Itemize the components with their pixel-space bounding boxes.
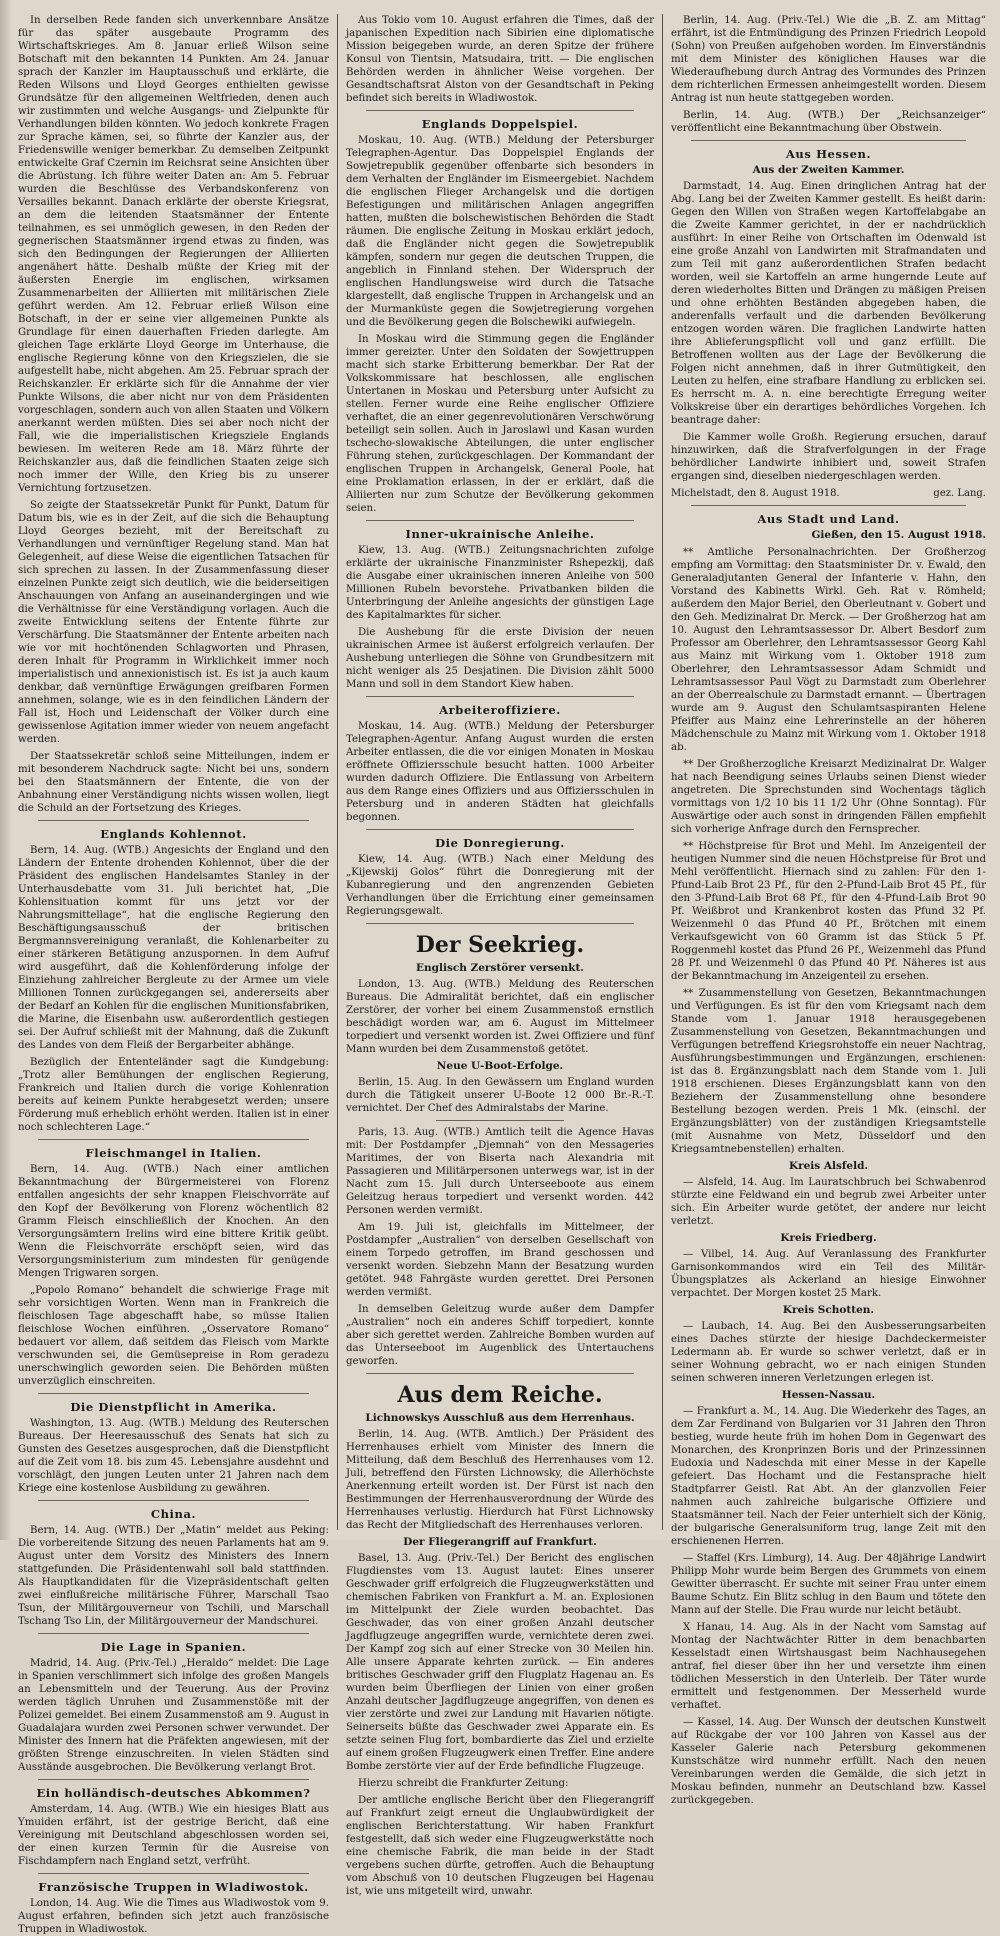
subheading-alsfeld: Kreis Alsfeld.: [788, 1160, 869, 1172]
article-paragraph: In derselben Rede fanden sich unverkennbare Ansätze für das später ausgebaute Programm des Wirtschaftskrieges. Am 8. Januar erließ Wilson seine Botschaft mit den bekannten 14 Punkten. Am 24. Januar sprach der Kanzler im Hauptausschuß und erklärte, die Reden Wilsons und Lloyd Georges enthielten gewisse Grundsätze für den allgemeinen Weltfrieden, denen auch wir zustimmten und welche Ausgangs- und Zielpunkte für Verhandlungen bilden könnten. Wo jedoch konkrete Fragen zur Sprache kämen, sei, so führte der Kanzler aus, der Friedenswille weniger bemerkbar. Zu demselben Zeitpunkt entwickelte Graf Czernin im Reichsrat seine Ansichten über die Abrüstung. Ich führe weiter Daten an: Am 5. Februar wurden die Beschlüsse des Verbandskonferenz von Versailles bekannt. Danach erklärte der oberste Kriegsrat, an dem die leitenden Staatsmänner der Entente teilnahmen, es sei unmöglich gewesen, in den Reden der gegnerischen Staatsmänner irgend etwas zu finden, was sich den Bedingungen der Regierungen der Alliierten angenähert hätte. Deshalb müßte der Krieg mit der äußersten Energie im englischen, wirksamen Zusammenarbeiten der Alliierten mit militärischen Ziele geführt werden. Am 12. Februar erließ Wilson eine Botschaft, in der er seine vier allgemeinen Punkte als Grundlage für einen dauerhaften Frieden darlegte. Am gleichen Tage erklärte Lloyd George im Unterhause, die englische Regierung könne von den Kriegszielen, die sie aufgestellt habe, nicht abgehen. Am 25. Februar sprach der Reichskanzler. Er erklärte sich für die Annahme der vier Punkte Wilsons, die aber nicht nur von dem Präsidenten vorgeschlagen, sondern auch von allen Staaten und Völkern anerkannt werden müßten. Dies sei aber noch nicht der Fall, wie die imperialistischen Kriegsziele Englands bewiesen. Im weiteren Rede am 18. März führte der Reichskanzler aus, daß die feindlichen Staaten zeige sich noch immer der Wille, den Krieg bis zu unserer Vernichtung fortzusetzen.: [18, 15, 329, 494]
divider: [38, 1393, 309, 1394]
article-paragraph: London, 14. Aug. Wie die Times aus Wladiwostok vom 9. August erfahren, befinden sich jetzt auch französische Truppen in Wladiwostok.: [18, 1898, 329, 1935]
dateline: Gießen, den 15. August 1918.: [811, 529, 986, 541]
divider: [691, 140, 966, 141]
headline-dienstpflicht: Die Dienstpflicht in Amerika.: [70, 1400, 277, 1414]
subheading-lichnowsky: Lichnowskys Ausschluß aus dem Herrenhaus.: [365, 1412, 635, 1424]
headline-arbeiteroffiziere: Arbeiteroffiziere.: [439, 703, 561, 717]
headline-kohlennot: Englands Kohlennot.: [100, 827, 247, 841]
headline-fleischmangel: Fleischmangel in Italien.: [85, 1146, 262, 1160]
section-heading-seekrieg: Der Seekrieg.: [415, 932, 585, 958]
headline-spanien: Die Lage in Spanien.: [100, 1640, 247, 1654]
article-paragraph: Der amtliche englische Bericht über den Fliegerangriff auf Frankfurt zeigt erneut die Unglaubwürdigkeit der englischen Berichterstattung. Wir haben Frankfurt festgestellt, daß sich weder eine Flugzeugwerkstätte noch eine chemische Fabrik, die man beide in der Stadt vergebens suchen dürfte, getroffen. Auch die Behauptung vom Abschuß von 10 deutschen Flugzeugen bei Hagenau ist, wie uns mitgeteilt wird, unwahr.: [346, 1795, 654, 1897]
column-middle: [338, 14, 663, 1897]
article-paragraph: ** Höchstpreise für Brot und Mehl. Im Anzeigenteil der heutigen Nummer sind die neuen Höchstpreise für Brot und Mehl veröffentlicht. Hiernach sind zu zahlen: Für den 1-Pfund-Laib Brot 23 Pf., für den 2-Pfund-Laib Brot 45 Pf., für den 3-Pfund-Laib Brot 68 Pf., für den 4-Pfund-Laib Brot 90 Pf. Weißbrot und Krankenbrot kosten das Pfund 32 Pf. Weizenmehl 0 das Pfund 40 Pf., Brötchen mit einem Verkaufsgewicht von 60 Gramm ist das Stück 5 Pf. Roggenmehl kostet das Pfund 26 Pf., Weizenmehl das Pfund 28 Pf. und Weizenmehl 0 das Pfund 40 Pf. Näheres ist aus der Bekanntmachung im Anzeigenteil zu ersehen.: [671, 841, 986, 982]
divider: [691, 505, 966, 506]
subheading-schotten: Kreis Schotten.: [782, 1304, 875, 1316]
article-paragraph: Berlin, 14. Aug. (WTB.) Der „Reichsanzeiger“ veröffentlicht eine Bekanntmachung über Obstwein.: [671, 110, 986, 134]
article-paragraph: Basel, 13. Aug. (Priv.-Tel.) Der Bericht des englischen Flugdienstes vom 13. August lautet: Eines unserer Geschwader griff erfolgreich die Flugzeugwerkstätten und chemischen Fabriken von Frankfurt a. M. an. Explosionen im Mittelpunkt der Ziele wurden beobachtet. Das Geschwader, das von einer großen Anzahl deutscher Jagdflugzeuge angegriffen wurde, vernichtete deren zwei. Der Kampf zog sich auf einer Strecke von 30 Meilen hin. Alle unsere Apparate kehrten zurück. — Ein anderes britisches Geschwader griff den Flugplatz Hagenau an. Es wurden beim Überfliegen der Linien von einer großen Anzahl deutscher Jagdflugzeuge angegriffen, von denen es vier zerstörte und zwei zur Landung mit Havarien nötigte. Seinerseits büßte das Geschwader zwei Apparate ein. Es setzte seinen Flug fort, bombardierte das Ziel und erzielte auf einem großen Flugzeugwerk einen Treffer. Eine andere Bombe zerstörte vier auf der Erde befindliche Flugzeuge.: [346, 1553, 654, 1772]
headline-holland: Ein holländisch-deutsches Abkommen?: [36, 1786, 311, 1800]
article-paragraph: So zeigte der Staatssekretär Punkt für Punkt, Datum für Datum bis, wie es in der Zeit, auf die sich die Behauptung Lloyd Georges bezieht, mit der Bereitschaft zu Verhandlungen und vernünftiger Regelung stand. Man hat Gelegenheit, auf diese Weise die eigentlichen Tatsachen für sich sprechen zu lassen. In der Zusammenfassung dieser einzelnen Punkte zeigt sich deutlich, wie die beiderseitigen Anschauungen von Anfang an auseinandergingen und wie die Verhältnisse für eine Verständigung vorlagen. Auch die zweite Entwicklung seitens der Entente führte zur Verschärfung. Die Staatsmänner der Entente arbeiten nach wie vor mit hochtönenden Schlagworten und Phrasen, deren Inhalt für Programm in Wirklichkeit immer noch imperialistisch und annexionistisch ist. Es ist ja auch kaum denkbar, daß vernünftige Erwägungen greifbaren Formen annehmen, solange, wie es in den feindlichen Ländern der Fall ist, Hoch und Leidenschaft der Völker durch eine gewissenlose Agitation immer wieder von neuem angefacht werden.: [18, 500, 329, 745]
article-paragraph: Hierzu schreibt die Frankfurter Zeitung:: [358, 1778, 569, 1789]
article-paragraph: Darmstadt, 14. Aug. Einen dringlichen Antrag hat der Abg. Lang bei der Zweiten Kammer gestellt. Es heißt darin: Gegen den Willen von Straßen wegen Kartoffelabgabe an die Zweite Kammer gerichtet, in der er nachdrücklich ausführt: In einer Reihe von Ortschaften im Odenwald ist eine große Anzahl von Landwirten mit Strafmandaten und zum Teil mit ganz außerordentlichen Strafen bedacht worden, weil sie Kartoffeln an arme hungernde Leute auf deren wiederholtes Bitten und Drängen zu mäßigen Preisen und ohne erhöhten Beständen abgegeben haben, die anderenfalls verfault und die darbenden Bevölkerung entzogen worden wären. Die fraglichen Landwirte hatten ihre Ablieferungspflicht voll und ganz erfüllt. Die Betroffenen wollten aus der Lage der Bevölkerung die Folgen nicht annehmen, daß in ihrer Gutmütigkeit, den Leuten zu helfen, eine strafbare Handlung zu erblicken sei. Es herrscht m. A. n. eine berechtigte Erregung weiter Volkskreise über ein derartiges behördliches Vorgehen. Ich beantrage daher:: [671, 181, 986, 426]
divider: [38, 1139, 309, 1140]
article-paragraph: In demselben Geleitzug wurde außer dem Dampfer „Australien“ noch ein anderes Schiff torpediert, konnte aber sich gerettet werden. Zahlreiche Bomben wurden auf das Unterseeboot im Augenblick des Untertauchens geworfen.: [346, 1304, 654, 1367]
divider: [366, 1373, 634, 1374]
divider: [366, 110, 634, 111]
article-paragraph: Washington, 13. Aug. (WTB.) Meldung des Reuterschen Bureaus. Der Heeresausschuß des Senats hat sich zu Gunsten des Gesetzes ausgesprochen, daß die Dienstpflicht auf die Zeit vom 18. bis zum 45. Lebensjahre ausdehnt und vorschlägt, den jungen Leuten unter 21 Jahren nach dem Kriege eine kostenlose Ausbildung zu gewähren.: [18, 1418, 329, 1494]
article-paragraph: ** Amtliche Personalnachrichten. Der Großherzog empfing am Vormittag: den Staatsminister Dr. v. Ewald, den Generaladjutanten General der Infanterie v. Hahn, den Vorstand des Kabinetts Wirkl. Geh. Rat v. Römheld; außerdem den Major Beriel, den Oberleutnant v. Gobert und den Geh. Medizinalrat Dr. Merck. — Der Großherzog hat am 10. August den Lehramtsassessor Dr. Albert Besdorf zum Professor am Oberlehrer, den Lehramtsassessor Georg Kahl aus Mainz mit Wirkung vom 1. Oktober 1918 zum Oberlehrer, den Lehramtsassessor Adam Schmidt und Lehramtsassessor Paul Vögt zu Darmstadt zum Oberlehrer an der Oberrealschule zu Darmstadt ernannt. — Übertragen wurde am 9. August den Schulamtsaspiranten Helene Pfeiffer aus Mainz eine Lehrerinstelle an der höheren Mädchenschule zu Mainz mit Wirkung vom 1. Oktober 1918 ab.: [671, 547, 986, 753]
columns: [18, 14, 986, 1935]
article-paragraph: Moskau, 10. Aug. (WTB.) Meldung der Petersburger Telegraphen-Agentur. Das Doppelspiel Englands der Sowjetrepublik gegenüber offenbarte sich besonders in dem Verhalten der Engländer im Eismeergebiet. Nachdem die englischen Flieger Archangelsk und die dortigen Befestigungen und militärischen Anlagen angegriffen hatten, mußten die bolschewistischen Behörden die Stadt räumen. Die englische Zeitung in Moskau erklärt jedoch, daß die Engländer nicht gegen die Sowjetrepublik kämpfen, sondern nur gegen die deutschen Truppen, die angeblich in Finnland stehen. Der Widerspruch der englischen Handlungsweise wird durch die Tatsache klargestellt, daß englische Truppen in Archangelsk und an der Murmanküste gegen die Sowjetregierung vorgehen und die Bevölkerung gegen die Bolschewiki aufwiegeln.: [346, 135, 654, 328]
article-paragraph: Kiew, 13. Aug. (WTB.) Zeitungsnachrichten zufolge erklärte der ukrainische Finanzminister Rshepezkij, daß die Ausgabe einer ukrainischen inneren Anleihe von 500 Millionen Rubeln bevorstehe. Privatbanken bilden die Unterbringung der Anleihe angesichts der günstigen Lage des Kapitalmarktes für sicher.: [346, 545, 654, 621]
article-paragraph: Berlin, 15. Aug. In den Gewässern um England wurden durch die Tätigkeit unserer U-Boote 12 000 Br.-R.-T. vernichtet. Der Chef des Admiralstabs der Marine.: [346, 1077, 654, 1114]
column-left: [18, 14, 338, 1935]
article-paragraph: ** Der Großherzogliche Kreisarzt Medizinalrat Dr. Walger hat nach Beendigung seines Urlaubs seinen Dienst wieder angetreten. Die Sprechstunden sind Wochentags täglich vormittags von 1/2 10 bis 11 1/2 Uhr (Ohne Sonntag). Für Auswärtige oder auch sonst in dringenden Fällen empfiehlt sich vorherige Anfrage durch den Fernsprecher.: [671, 759, 986, 835]
article-paragraph: Die Aushebung für die erste Division der neuen ukrainischen Armee ist äußerst erfolgreich verlaufen. Der Aushebung unterliegen die Söhne von Grundbesitzern mit nicht weniger als 25 Desjatinen. Die Division zählt 5000 Mann und soll in dem Standort Kiew haben.: [346, 627, 654, 690]
article-paragraph: London, 13. Aug. (WTB.) Meldung des Reuterschen Bureaus. Die Admiralität berichtet, daß ein englischer Zerstörer, der vorher bei einem Zusammenstoß ernstlich beschädigt worden war, am 6. August im Mittelmeer torpediert und versenkt worden ist. Zwei Offiziere und fünf Mann wurden bei dem Zusammenstoß getötet.: [346, 979, 654, 1055]
headline-china: China.: [150, 1507, 197, 1521]
article-paragraph: Bern, 14. Aug. (WTB.) Angesichts der England und den Ländern der Entente drohenden Kohlennot, über die der Präsident des englischen Handelsamtes Stanley in der Unterhausdebatte vom 31. Juli berichtet hat, „Die Kohlensituation kommt für uns jetzt vor der Nahrungsmittellage“, hat die englische Regierung den Beschäftigungsausschuß der britischen Bergmannsvereinigung veranlaßt, die Kohlenarbeiter zu einer stärkeren Betätigung anzuspornen. In dem Aufruf wird ausgeführt, daß die Kohlenförderung infolge der Einziehung zahlreicher Bergleute zu der Armee um viele Millionen Tonnen zurückgegangen sei, andererseits aber der Bedarf an Kohlen für die englischen Munitionsfabriken, die Marine, die Eisenbahn usw. außerordentlich gestiegen sei. Der Aufruf schließt mit der Mahnung, daß die Zukunft des Landes von dem Fleiß der Bergarbeiter abhänge.: [18, 845, 329, 1051]
article-paragraph: Paris, 13. Aug. (WTB.) Amtlich teilt die Agence Havas mit: Der Postdampfer „Djemnah“ von den Messageries Maritimes, der von Biserta nach Alexandria mit Passagieren und Militärpersonen unterwegs war, ist in der Nacht zum 15. Juli durch Unterseeboote aus einem Geleitzug heraus torpediert und versenkt worden. 442 Personen werden vermißt.: [346, 1127, 654, 1216]
article-paragraph: — Alsfeld, 14. Aug. Im Lauratschbruch bei Schwabenrod stürzte eine Feldwand ein und begrub zwei Arbeiter unter sich. Ein Arbeiter wurde getötet, der andere nur leicht verletzt.: [671, 1177, 986, 1227]
article-paragraph: Kiew, 14. Aug. (WTB.) Nach einer Meldung des „Kijewskij Golos“ führt die Donregierung mit der Kubanregierung und den angrenzenden Gebieten Verhandlungen über die Errichtung einer gemeinsamen Regierungsgewalt.: [346, 854, 654, 917]
subheading-kammer: Aus der Zweiten Kammer.: [752, 164, 905, 176]
divider: [366, 696, 634, 697]
article-paragraph: — Laubach, 14. Aug. Bei den Ausbesserungsarbeiten eines Daches stürzte der hiesige Dachdeckermeister Ledermann ab. Er wurde so schwer verletzt, daß er in seiner Wohnung gebracht, wo er nach einigen Stunden seinen schweren inneren Verletzungen erlegen ist.: [671, 1321, 986, 1384]
article-paragraph: Die Kammer wolle Großh. Regierung ersuchen, darauf hinzuwirken, daß die Strafverfolgungen in der Frage behördlicher Landwirte inhibiert und, soweit Strafen ergangen sind, dieselben niedergeschlagen werden.: [671, 432, 986, 482]
column-right: [663, 14, 986, 1806]
article-paragraph: Am 19. Juli ist, gleichfalls im Mittelmeer, der Postdampfer „Australien“ von derselben Gesellschaft von einem Torpedo getroffen, im Brand geschossen und versenkt worden. Siebzehn Mann der Besatzung wurden getötet. 948 Fahrgäste wurden gerettet. Drei Personen werden vermißt.: [346, 1222, 654, 1298]
headline-doppelspiel: Englands Doppelspiel.: [421, 117, 579, 131]
article-paragraph: Aus Tokio vom 10. August erfahren die Times, daß der japanischen Expedition nach Sibirien eine diplomatische Mission beigegeben wurde, an deren Spitze der frühere Konsul von Tientsin, Matsudaira, tritt. — Die englischen Behörden werden in ähnlicher Weise vorgehen. Der Gesandtschaftsrat Alston von der Gesandtschaft in Peking befindet sich bereits in Wladiwostok.: [346, 15, 654, 104]
subheading-hessen-nassau: Hessen-Nassau.: [781, 1389, 876, 1401]
divider: [38, 1500, 309, 1501]
divider: [38, 1633, 309, 1634]
article-paragraph: Amsterdam, 14. Aug. (WTB.) Wie ein hiesiges Blatt aus Ymuiden erfährt, ist der gestrige Bericht, daß eine Vereinigung mit Deutschland abgeschlossen worden sei, der einen kurzen Termin für die Ausreise von Fischdampfern nach England setzt, verfrüht.: [18, 1804, 329, 1867]
subheading-friedberg: Kreis Friedberg.: [780, 1232, 877, 1244]
divider: [436, 1120, 564, 1121]
article-paragraph: — Frankfurt a. M., 14. Aug. Die Wiederkehr des Tages, an dem Zar Ferdinand von Bulgarien vor 31 Jahren den Thron bestieg, wurde heute früh im hohen Dom in Gegenwart des Monarchen, des Kronprinzen Boris und der Prinzessinnen Eudoxia und Nadeschda mit einer Messe in der Kapelle gefeiert. Das Hochamt und die Festansprache hielt Stadtpfarrer Geistl. Rat Abt. An der glanzvollen Feier nahmen auch zahlreiche bulgarische Offiziere und Staatsmänner teil. Nach der Feier unterhielt sich der König, der bulgarische Generalsuniform trug, lange Zeit mit den erschienenen Herren.: [671, 1406, 986, 1547]
article-paragraph: Bern, 14. Aug. (WTB.) Nach einer amtlichen Bekanntmachung der Bürgermeisterei von Florenz entfallen angesichts der sehr knappen Fleischvorräte auf den Kopf der Bevölkerung von Florenz wöchentlich 82 Gramm Fleisch einschließlich der Knochen. An den Versorgungsämtern Irelins wird eine bittere Kritik geübt. Wenn die Fleischvorräte erschöpft seien, wird das Versorgungsministerium zum mindesten für genügende Mengen Trigwaren sorgen.: [18, 1164, 329, 1279]
article-paragraph: Der Staatssekretär schloß seine Mitteilungen, indem er mit besonderem Nachdruck sagte: Nicht bei uns, sondern bei den Staatsmännern der Entente, die von der Anbahnung einer Verständigung nichts wissen wollen, liegt die Schuld an der Fortsetzung des Krieges.: [18, 751, 329, 814]
signature-place-date: Michelstadt, den 8. August 1918.: [671, 488, 840, 499]
subheading-uboot: Neue U-Boot-Erfolge.: [436, 1060, 564, 1072]
headline-donregierung: Die Donregierung.: [435, 836, 565, 850]
divider: [38, 1873, 309, 1874]
article-paragraph: Berlin, 14. Aug. (Priv.-Tel.) Wie die „B. Z. am Mittag“ erfährt, ist die Entmündigung des Prinzen Friedrich Leopold (Sohn) von Preußen aufgehoben worden. Im Einverständnis mit dem Minister des königlichen Hauses war die Wiederaufhebung durch Antrag des Vormundes des Prinzen dem richterlichen Ermessen anheimgestellt worden. Diesem Antrag ist nun heute stattgegeben worden.: [671, 15, 986, 104]
article-paragraph: Berlin, 14. Aug. (WTB. Amtlich.) Der Präsident des Herrenhauses erhielt vom Minister des Innern die Mitteilung, daß dem Beschluß des Herrenhauses vom 12. Juli, betreffend den Fürsten Lichnowsky, die Allerhöchste Anerkennung erteilt worden ist. Der Fürst ist nach den Bestimmungen der Herrenhausverordnung der Würde des Herrenhauses verlustig. Hierdurch hat Fürst Lichnowsky das Recht der Mitgliedschaft des Herrenhauses verloren.: [346, 1429, 654, 1531]
article-paragraph: Bezüglich der Ententeländer sagt die Kundgebung: „Trotz aller Bemühungen der englischen Regierung, Frankreich und Italien durch die vorige Kohlenration bereits auf keinem Punkte herabgesetzt werden; unsere Förderung muß erheblich erhöht werden. Italien ist in einer noch schlechteren Lage.“: [18, 1057, 329, 1133]
section-heading-reiche: Aus dem Reiche.: [397, 1382, 603, 1408]
headline-wladiwostok: Französische Truppen in Wladiwostok.: [38, 1880, 309, 1894]
divider: [366, 829, 634, 830]
article-paragraph: „Popolo Romano“ behandelt die schwierige Frage mit sehr vorsichtigen Worten. Wenn man in Frankreich die fleischlosen Tage abgeschafft habe, so müsse Italien fleischlose Wochen einführen. „Osservatore Romano“ bedauert vor allem, daß seitdem das Fleisch vom Markte verschwunden sei, die Gemüsepreise in Rom geradezu unerschwinglich geworden seien. Die Behörden müßten unverzüglich einschreiten.: [18, 1285, 329, 1387]
headline-anleihe: Inner-ukrainische Anleihe.: [405, 527, 595, 541]
divider: [366, 923, 634, 924]
divider: [38, 820, 309, 821]
subheading-zerstoerer: Englisch Zerstörer versenkt.: [416, 962, 584, 974]
signature-line: [671, 487, 986, 500]
article-paragraph: Madrid, 14. Aug. (Priv.-Tel.) „Heraldo“ meldet: Die Lage in Spanien verschlimmert sich infolge des großen Mangels an Lebensmitteln und der Teuerung. Aus der Provinz werden täglich Unruhen und Zusammenstöße mit der Polizei gemeldet. Bei einem Zusammenstoß am 9. August in Guadalajara wurden zwei Personen schwer verwundet. Der Minister des Innern hat die Präfekten angewiesen, mit der größten Strenge einzuschreiten. In vielen Städten sind Ausstände ausgebrochen. Die Bevölkerung verlangt Brot.: [18, 1658, 329, 1773]
article-paragraph: — Vilbel, 14. Aug. Auf Veranlassung des Frankfurter Garnisonkommandos wird ein Teil des Militär-Übungsplatzes als Ackerland an hiesige Einwohner verpachtet. Der Morgen kostet 25 Mark.: [671, 1249, 986, 1299]
headline-hessen: Aus Hessen.: [785, 147, 872, 161]
article-paragraph: — Staffel (Krs. Limburg), 14. Aug. Der 48jährige Landwirt Philipp Mohr wurde beim Bergen des Grummets von einem Gewitter überrascht. Er suchte mit seiner Frau unter einem Baume Schutz. Ein Blitz schlug in den Baum und tötete den Mann auf der Stelle. Die Frau wurde nur leicht betäubt.: [671, 1553, 986, 1616]
signature-name: gez. Lang.: [933, 488, 986, 499]
subheading-fliegerangriff: Der Fliegerangriff auf Frankfurt.: [403, 1536, 597, 1548]
divider: [38, 1779, 309, 1780]
divider: [366, 520, 634, 521]
article-paragraph: — Kassel, 14. Aug. Der Wunsch der deutschen Kunstwelt auf Rückgabe der vor 100 Jahren von Kassel aus der Kasseler Galerie nach Petersburg gekommenen Kunstschätze wird nunmehr erfüllt. Nach den neuen Vereinbarungen werden die Gemälde, die sich jetzt in Moskau befinden, nunmehr an Deutschland bzw. Kassel zurückgegeben.: [671, 1717, 986, 1806]
headline-stadt-land: Aus Stadt und Land.: [757, 512, 900, 526]
article-paragraph: X Hanau, 14. Aug. Als in der Nacht vom Samstag auf Montag der Nachtwächter Ritter in dem benachbarten Kesselstadt einen Wirtshausgast beim Nachhausegehen antraf, fiel dieser über ihn her und versetzte ihm einen tödlichen Messerstich in den Unterleib. Der Täter wurde ermittelt und festgenommen. Der Messerheld wurde verhaftet.: [671, 1622, 986, 1711]
article-paragraph: ** Zusammenstellung von Gesetzen, Bekanntmachungen und Verfügungen. Es ist für den vom Kriegsamt nach dem Stande vom 1. Januar 1918 herausgegebenen Zusammenstellung von Gesetzen, Bekanntmachungen und Verfügungen betreffend Kriegsrohstoffe ein neuer Nachtrag, Ausführungsbestimmungen und Ergänzungen, erschienen: ist das 8. Ergänzungsblatt nach dem Stande vom 1. Juli 1918 erschienen. Dieses Ergänzungsblatt kann von den Beziehern der Zusammenstellung ohne besondere Bestellung bezogen werden. Preis 1 Mk. (einschl. der Ergänzungsblätter) von der zuständigen Kriegsamtstelle (mit Ausnahme von Metz, Düsseldorf und den Kriegsamtnebenstellen) erhalten.: [671, 988, 986, 1155]
page-fold-shadow: [0, 0, 12, 1540]
article-paragraph: Moskau, 14. Aug. (WTB.) Meldung der Petersburger Telegraphen-Agentur. Anfang August wurden die ersten Arbeiter entlassen, die die vor einigen Monaten in Moskau eröffnete Offiziersschule besucht hatten. 1000 Arbeiter wurden dadurch Offiziere. Die Entlassung von Arbeitern aus dem Range eines Offiziers und aus Offiziersschulen in Petersburg und in anderen Städten hat gleichfalls begonnen.: [346, 721, 654, 823]
article-paragraph: Bern, 14. Aug. (WTB.) Der „Matin“ meldet aus Peking: Die vorbereitende Sitzung des neuen Parlaments hat am 9. August unter dem Vorsitz des Ministers des Innern stattgefunden. Die Präsidentenwahl soll bald stattfinden. Als Hauptkandidaten für die Vizepräsidentschaft gelten zwei einflußreiche militärische Führer, Marschall Tsao Tsun, der Militärgouverneur von Tschili, und Marschall Tschang Tso Lin, der Militärgouverneur der Mandschurei.: [18, 1525, 329, 1627]
article-paragraph: In Moskau wird die Stimmung gegen die Engländer immer gereizter. Unter den Soldaten der Sowjettruppen macht sich starke Erbitterung bemerkbar. Der Rat der Volkskommissare hat beschlossen, alle englischen Untertanen in Moskau und Petersburg unter Aufsicht zu stellen. Ferner wurde eine Reihe englischer Offiziere verhaftet, die an einer gegenrevolutionären Verschwörung beteiligt sein sollen. Auch in Jaroslawl und Kasan wurden tschecho-slowakische Abteilungen, die unter englischer Führung stehen, zurückgeschlagen. Der Kommandant der englischen Truppen in Archangelsk, General Poole, hat eine Proklamation erlassen, in der er erklärt, daß die Alliierten nur zum Schutze der Bevölkerung gekommen seien.: [346, 334, 654, 514]
